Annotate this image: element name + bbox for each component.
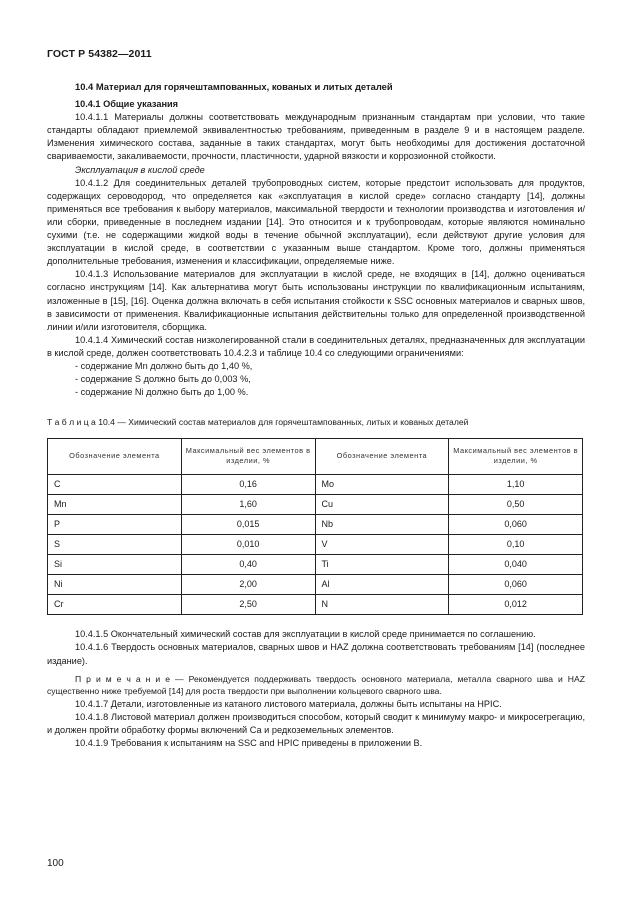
table-cell: 0,015 (181, 515, 315, 535)
table-cell: Mo (315, 475, 449, 495)
table-caption-text: 10.4 — Химический состав материалов для горячештампованных, литых и кованых деталей (98, 417, 469, 428)
table-cell: 0,060 (449, 575, 583, 595)
limit-item-mn: - содержание Mn должно быть до 1,40 %, (75, 360, 253, 371)
table-caption-label: Т а б л и ц а (47, 417, 96, 428)
paragraph-10-4-1-8: 10.4.1.8 Листовой материал должен производиться способом, который сводит к минимуму макро- и микросегрегацию, и должен пройти обработку формы включений Са и редкоземельных элементов. (47, 711, 585, 735)
paragraph-10-4-1-7: 10.4.1.7 Детали, изготовленные из катаного листового материала, должны быть испытаны на HPIC. (75, 698, 502, 709)
table-cell: 0,40 (181, 555, 315, 575)
paragraph-10-4-1-9: 10.4.1.9 Требования к испытаниям на SSC and HPIC приведены в приложении В. (75, 737, 423, 748)
paragraph-10-4-1-4: 10.4.1.4 Химический состав низколегированной стали в соединительных деталях, предназначенных для эксплуатации в кислой среде, должен соответствовать 10.4.2.3 и таблице 10.4 со следующими ограничениями: (47, 334, 585, 358)
table-row (48, 495, 583, 515)
table-cell: Al (315, 575, 449, 595)
table-cell: 0,012 (449, 595, 583, 615)
table-cell: Nb (315, 515, 449, 535)
table-cell: Si (48, 555, 182, 575)
table-cell: 0,16 (181, 475, 315, 495)
limit-item-s: - содержание S должно быть до 0,003 %, (75, 374, 251, 385)
table-cell: 0,040 (449, 555, 583, 575)
italic-heading: Эксплуатация в кислой среде (75, 164, 205, 175)
chemical-composition-table (47, 438, 583, 615)
table-cell: 2,00 (181, 575, 315, 595)
paragraph-10-4-1-2: 10.4.1.2 Для соединительных деталей трубопроводных систем, которые предстоит использовать для продуктов, содержащих сероводород, что определяется как «эксплуатация в кислой среде» согласно стандарту [14], должны применяться все требования к выбору материалов, максимальной твердости и технологии производства и изготовления и/или сборки, приведенные в последнем издании [14]. Это относится и к трубопроводам, которые являются номинально сухими (т.е. не содержащими жидкой воды в течение обычной эксплуатации), если действуют другие условия для эксплуатации в кислой среде, в соответствии с указанным выше стандартом. Кроме того, должны применяться дополнительные требования, изменения и классификации, определяемые ниже. (47, 177, 585, 267)
table-row (48, 555, 583, 575)
table-cell: 0,010 (181, 535, 315, 555)
limit-item-ni: - содержание Ni должно быть до 1,00 %. (75, 387, 249, 398)
column-header: Максимальный вес элементов в изделии, % (449, 439, 583, 475)
subsection-title: 10.4.1 Общие указания (75, 99, 179, 110)
table-cell: P (48, 515, 182, 535)
table-caption (47, 416, 585, 429)
table-cell: N (315, 595, 449, 615)
table-row (48, 515, 583, 535)
paragraph-10-4-1-1: 10.4.1.1 Материалы должны соответствовать международным признанным стандартам при условии, что такие стандарты обладают приемлемой эквивалентностью требованиям, приведенным в разделе 9 и в настоящем разделе. Изменения химического состава, заданные в таких стандартах, могут быть необходимы для достижения достаточной свариваемости, закаливаемости, прочности, пластичности, ударной вязкости и коррозионной стойкости. (47, 112, 585, 162)
note (47, 673, 585, 698)
table-header-row (48, 439, 583, 475)
table-cell: Ni (48, 575, 182, 595)
paragraph-10-4-1-6: 10.4.1.6 Твердость основных материалов, сварных швов и HAZ должна соответствовать требованиям [14] (последнее издание). (47, 642, 585, 666)
table-cell: Mn (48, 495, 182, 515)
table-row (48, 575, 583, 595)
table-cell: 0,060 (449, 515, 583, 535)
table-cell: 1,60 (181, 495, 315, 515)
table-cell: C (48, 475, 182, 495)
table-cell: Ti (315, 555, 449, 575)
column-header: Обозначение элемента (315, 439, 449, 475)
column-header: Максимальный вес элементов в изделии, % (181, 439, 315, 475)
table-cell: Cu (315, 495, 449, 515)
note-text: — Рекомендуется поддерживать твердость основного материала, металла сварного шва и HAZ существенно ниже требуемой [14] для роста твердости при выполнении кольцевого сварного шва. (47, 673, 585, 697)
note-label: П р и м е ч а н и е (75, 673, 170, 684)
table-row (48, 595, 583, 615)
document-header: ГОСТ Р 54382—2011 (47, 48, 152, 60)
paragraph-10-4-1-3: 10.4.1.3 Использование материалов для эксплуатации в кислой среде, не входящих в [14], должно оцениваться согласно инструкциям [14]. Как альтернатива могут быть использованы инструкции по квалификационным испытаниям, изложенные в [15], [16]. Оценка должна включать в себя испытания стойкости к SSC основных материалов и сварных швов, в зависимости от применения. Квалификационные испытания действительны только для определенной производственной линии и/или изготовителя, сборщика. (47, 269, 585, 332)
table-cell: 2,50 (181, 595, 315, 615)
paragraph-10-4-1-5: 10.4.1.5 Окончательный химический состав для эксплуатации в кислой среде принимается по соглашению. (75, 629, 536, 640)
table-cell: Cr (48, 595, 182, 615)
table-cell: 1,10 (449, 475, 583, 495)
page-content (47, 80, 585, 750)
table-cell: 0,50 (449, 495, 583, 515)
table-cell: V (315, 535, 449, 555)
page-number: 100 (47, 858, 64, 869)
column-header: Обозначение элемента (48, 439, 182, 475)
section-title: 10.4 Материал для горячештампованных, кованых и литых деталей (75, 81, 393, 92)
table-row (48, 475, 583, 495)
table-row (48, 535, 583, 555)
table-cell: 0,10 (449, 535, 583, 555)
table-cell: S (48, 535, 182, 555)
